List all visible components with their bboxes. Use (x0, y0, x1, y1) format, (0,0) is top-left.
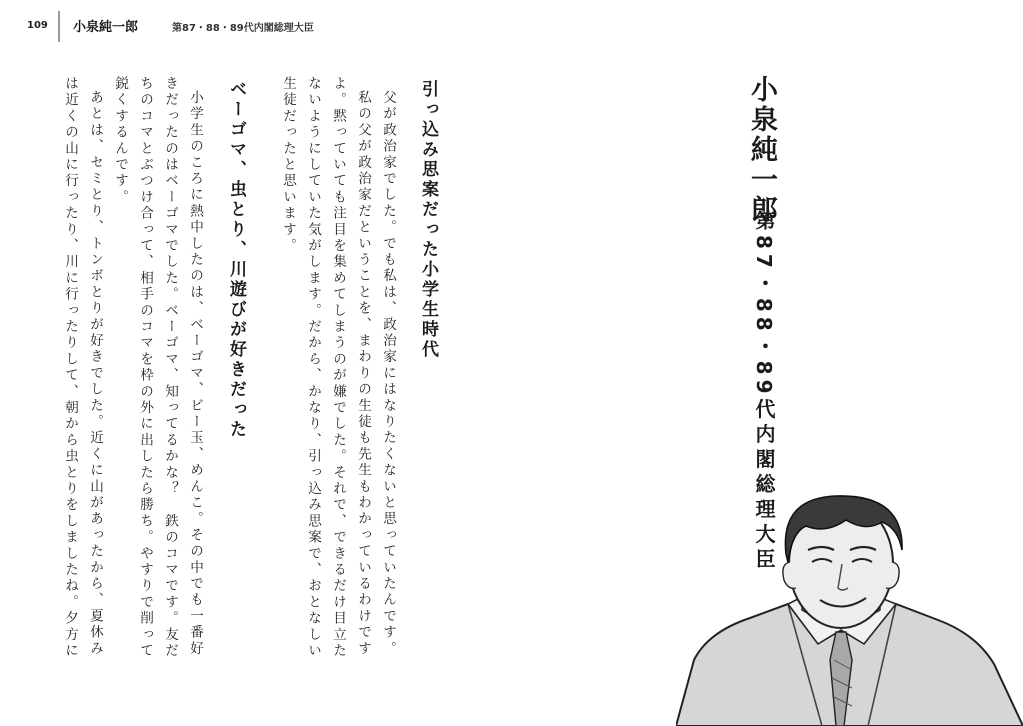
person-name-title: 小泉純一郎 (746, 75, 777, 225)
page-number: 109 (27, 20, 48, 31)
header-divider (58, 11, 60, 42)
body-line: ちのコマとぶつけ合って、相手のコマを枠の外に出したら勝ち。やすりで削って (137, 76, 153, 660)
portrait-illustration (676, 492, 1023, 726)
office-title: 第87・88・89代内閣総理大臣 (752, 210, 776, 574)
body-line: は近くの山に行ったり、川に行ったりして、朝から虫とりをしましたね。夕方に (62, 76, 78, 660)
body-line: よ。黙っていても注目を集めてしまうのが嫌でした。それで、できるだけ目立た (330, 76, 346, 660)
section-heading: 引っ込み思案だった小学生時代 (418, 80, 438, 360)
body-line: ないようにしていた気がします。だから、かなり、引っ込み思案で、おとなしい (305, 76, 321, 660)
body-line: 父が政治家でした。でも私は、政治家にはなりたくないと思っていたんです。 (380, 90, 396, 657)
body-line: 鋭くするんです。 (112, 76, 128, 206)
body-line: 小学生のころに熱中したのは、ベーゴマ、ビー玉、めんこ。その中でも一番好 (187, 90, 203, 657)
header-subtitle: 第87・88・89代内閣総理大臣 (172, 23, 314, 34)
body-line: 私の父が政治家だということを、まわりの生徒も先生もわかっているわけです (355, 90, 371, 657)
section-heading: ベーゴマ、虫とり、川遊びが好きだった (226, 80, 246, 440)
page-header (0, 0, 1023, 44)
body-line: 生徒だったと思います。 (280, 76, 296, 255)
header-person-name: 小泉純一郎 (73, 20, 139, 35)
body-line: あとは、セミとり、トンボとりが好きでした。近くに山があったから、夏休み (87, 90, 103, 657)
body-line: きだったのはベーゴマでした。ベーゴマ、知ってるかな？ 鉄のコマです。友だ (162, 76, 178, 660)
